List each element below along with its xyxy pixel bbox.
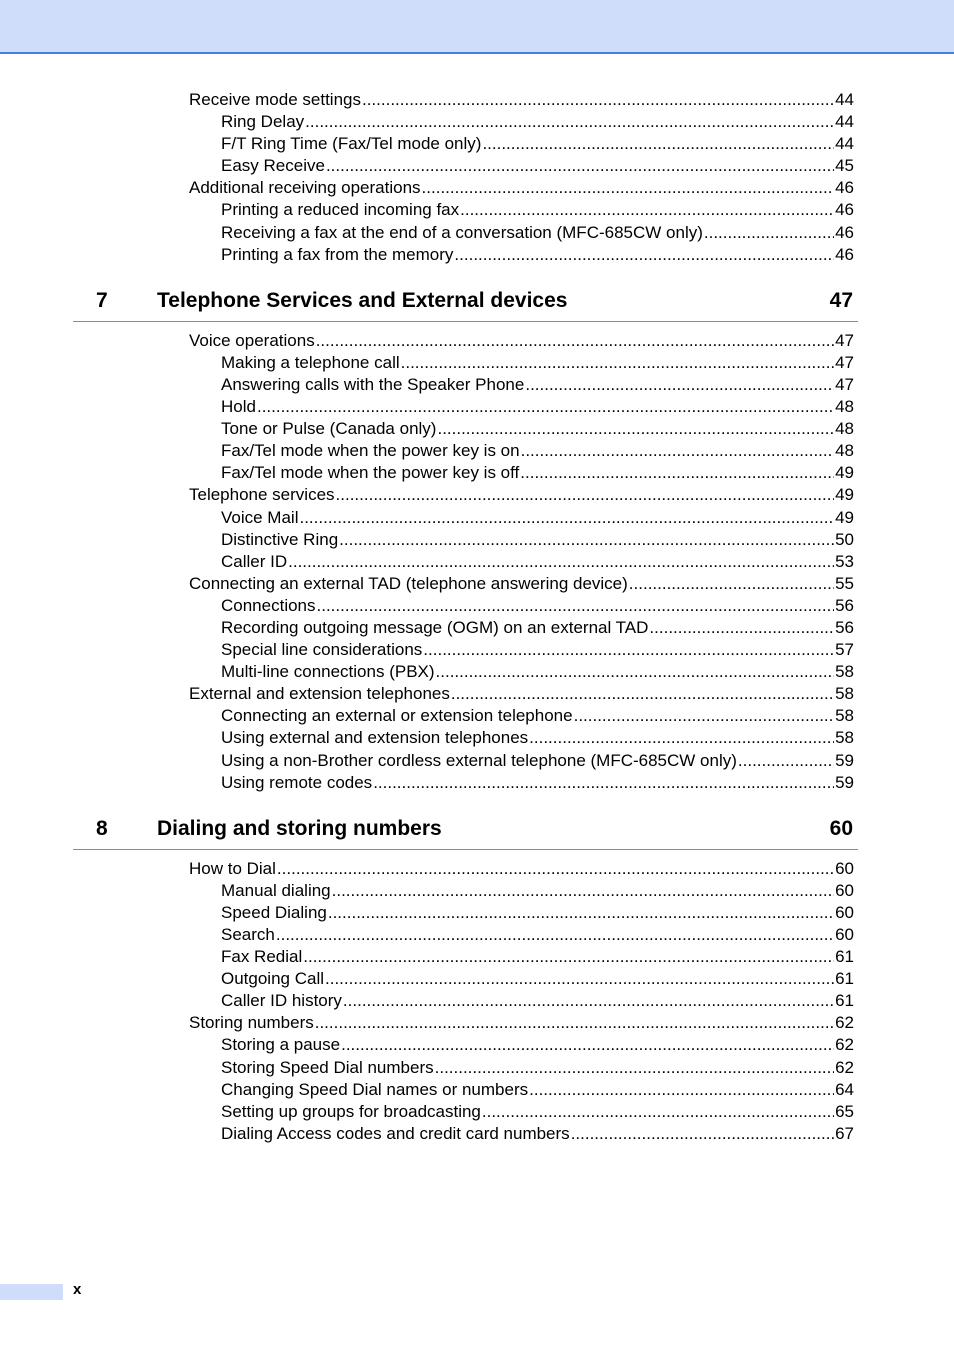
dot-leader [649,617,834,639]
dot-leader [571,1123,834,1145]
toc-subsection-entry[interactable] [0,772,854,794]
chapter-title: Telephone Services and External devices [157,288,568,312]
entry-title: Receive mode settings [189,90,361,109]
entry-page: 44 [835,134,854,154]
toc-subsection-entry[interactable] [0,133,854,155]
toc-subsection-entry[interactable] [0,374,854,396]
entry-page: 62 [835,1035,854,1055]
dot-leader [454,244,834,266]
toc-subsection-entry[interactable] [0,244,854,266]
entry-title: Recording outgoing message (OGM) on an external TAD [221,617,649,637]
entry-page: 48 [835,441,854,461]
dot-leader [525,374,834,396]
entry-page: 59 [835,750,854,770]
chapter-7-entries [0,330,954,794]
dot-leader [316,330,834,352]
toc-section-entry[interactable] [0,177,854,199]
dot-leader [332,880,834,902]
entry-page: 56 [835,595,854,615]
toc-pre-entries [0,89,954,266]
chapter-number: 8 [96,816,108,840]
toc-subsection-entry[interactable] [0,595,854,617]
toc-subsection-entry[interactable] [0,617,854,639]
entry-page: 50 [835,529,854,549]
toc-subsection-entry[interactable] [0,750,854,772]
dot-leader [704,222,834,244]
dot-leader [317,595,835,617]
entry-page: 47 [835,352,854,372]
entry-title: Making a telephone call [221,352,400,372]
dot-leader [451,683,834,705]
entry-title: Caller ID [221,551,288,571]
entry-page: 56 [835,617,854,637]
entry-title: Multi-line connections (PBX) [221,662,435,682]
dot-leader [482,133,834,155]
chapter-8-entries [0,858,954,1145]
entry-page: 44 [835,90,854,109]
dot-leader [257,396,834,418]
toc-subsection-entry[interactable] [0,111,854,133]
entry-title: Using a non-Brother cordless external telephone (MFC-685CW only) [221,750,737,770]
entry-page: 58 [835,662,854,682]
toc-subsection-entry[interactable] [0,155,854,177]
entry-page: 53 [835,551,854,571]
dot-leader [277,858,834,880]
toc-subsection-entry[interactable] [0,902,854,924]
entry-page: 60 [835,902,854,922]
chapter-page: 47 [829,288,853,312]
toc-subsection-entry[interactable] [0,1123,854,1145]
dot-leader [336,484,835,506]
entry-page: 59 [835,772,854,792]
entry-page: 45 [835,156,854,176]
entry-title: Printing a fax from the memory [221,244,454,264]
entry-page: 49 [835,507,854,527]
toc-subsection-entry[interactable] [0,1079,854,1101]
entry-title: Search [221,925,275,944]
toc-subsection-entry[interactable] [0,1034,854,1056]
dot-leader [299,507,834,529]
entry-title: External and extension telephones [189,684,450,704]
entry-title: Using external and extension telephones [221,728,529,748]
dot-leader [482,1101,834,1123]
entry-title: Easy Receive [221,156,325,176]
dot-leader [362,89,834,111]
entry-title: Dialing Access codes and credit card numbers [221,1123,570,1143]
toc-section-entry[interactable] [0,330,854,352]
dot-leader [435,1057,834,1079]
entry-page: 48 [835,419,854,439]
toc-section-entry[interactable] [0,683,854,705]
entry-title: Manual dialing [221,880,331,900]
toc-subsection-entry[interactable] [0,990,854,1012]
entry-page: 48 [835,397,854,417]
dot-leader [326,155,834,177]
entry-title: F/T Ring Time (Fax/Tel mode only) [221,134,482,154]
entry-page: 65 [835,1101,854,1121]
toc-subsection-entry[interactable] [0,1101,854,1123]
chapter-number: 7 [96,288,108,312]
entry-page: 47 [835,330,854,350]
chapter-title: Dialing and storing numbers [157,816,442,840]
entry-title: Voice operations [189,330,315,350]
toc-subsection-entry[interactable] [0,705,854,727]
toc-subsection-entry[interactable] [0,946,854,968]
entry-page: 67 [835,1123,854,1143]
toc-subsection-entry[interactable] [0,924,854,946]
dot-leader [423,639,834,661]
entry-page: 64 [835,1079,854,1099]
dot-leader [460,199,834,221]
entry-title: Connecting an external or extension telephone [221,706,573,726]
entry-page: 61 [835,969,854,989]
entry-title: How to Dial [189,858,276,878]
entry-title: Receiving a fax at the end of a conversation (MFC-685CW only) [221,222,703,242]
entry-title: Using remote codes [221,772,373,792]
dot-leader [529,1079,834,1101]
chapter-page: 60 [829,816,853,840]
entry-title: Fax Redial [221,947,303,967]
entry-title: Storing Speed Dial numbers [221,1057,434,1077]
entry-title: Telephone services [189,485,335,505]
toc-subsection-entry[interactable] [0,507,854,529]
toc-subsection-entry[interactable] [0,639,854,661]
toc-section-entry[interactable] [0,484,854,506]
dot-leader [437,418,834,440]
toc-subsection-entry[interactable] [0,222,854,244]
toc-subsection-entry[interactable] [0,727,854,749]
entry-page: 49 [835,485,854,505]
entry-title: Storing a pause [221,1035,341,1055]
entry-title: Fax/Tel mode when the power key is off [221,463,520,483]
entry-title: Tone or Pulse (Canada only) [221,419,437,439]
entry-page: 49 [835,463,854,483]
entry-title: Caller ID history [221,991,342,1011]
toc-subsection-entry[interactable] [0,880,854,902]
entry-page: 58 [835,728,854,748]
entry-title: Printing a reduced incoming fax [221,200,460,220]
entry-page: 44 [835,112,854,132]
chapter-8-heading[interactable] [73,813,858,850]
toc-subsection-entry[interactable] [0,440,854,462]
dot-leader [521,440,834,462]
entry-page: 46 [835,244,854,264]
dot-leader [343,990,834,1012]
entry-page: 62 [835,1013,854,1033]
toc-subsection-entry[interactable] [0,1057,854,1079]
toc-section-entry[interactable] [0,858,854,880]
toc-subsection-entry[interactable] [0,968,854,990]
dot-leader [436,661,835,683]
toc-subsection-entry[interactable] [0,551,854,573]
entry-page: 46 [835,222,854,242]
entry-title: Outgoing Call [221,969,325,989]
toc-subsection-entry[interactable] [0,529,854,551]
entry-page: 62 [835,1057,854,1077]
entry-title: Ring Delay [221,112,305,132]
entry-page: 60 [835,858,854,878]
entry-page: 58 [835,684,854,704]
toc-section-entry[interactable] [0,573,854,595]
entry-page: 60 [835,880,854,900]
entry-page: 55 [835,573,854,593]
dot-leader [305,111,834,133]
entry-page: 60 [835,925,854,944]
entry-title: Distinctive Ring [221,529,339,549]
dot-leader [276,924,834,946]
table-of-contents [0,89,954,1145]
entry-title: Fax/Tel mode when the power key is on [221,441,520,461]
toc-subsection-entry[interactable] [0,462,854,484]
dot-leader [520,462,834,484]
entry-page: 61 [835,991,854,1011]
dot-leader [303,946,834,968]
toc-section-entry[interactable] [0,89,854,111]
dot-leader [315,1012,834,1034]
dot-leader [629,573,834,595]
dot-leader [373,772,834,794]
dot-leader [574,705,834,727]
dot-leader [339,529,834,551]
entry-page: 46 [835,200,854,220]
entry-page: 57 [835,640,854,660]
dot-leader [738,750,834,772]
entry-title: Special line considerations [221,640,423,660]
dot-leader [529,727,834,749]
toc-subsection-entry[interactable] [0,661,854,683]
entry-page: 61 [835,947,854,967]
toc-subsection-entry[interactable] [0,199,854,221]
entry-page: 46 [835,178,854,198]
toc-subsection-entry[interactable] [0,396,854,418]
dot-leader [325,968,834,990]
entry-title: Setting up groups for broadcasting [221,1101,481,1121]
entry-title: Changing Speed Dial names or numbers [221,1079,529,1099]
dot-leader [401,352,834,374]
entry-page: 58 [835,706,854,726]
entry-title: Hold [221,397,256,417]
entry-title: Storing numbers [189,1013,314,1033]
dot-leader [341,1034,834,1056]
entry-page: 47 [835,374,854,394]
entry-title: Answering calls with the Speaker Phone [221,374,525,394]
page-number: x [73,1281,82,1298]
entry-title: Connections [221,595,316,615]
dot-leader [288,551,834,573]
dot-leader [328,902,834,924]
toc-section-entry[interactable] [0,1012,854,1034]
entry-title: Voice Mail [221,507,299,527]
entry-title: Speed Dialing [221,902,327,922]
entry-title: Connecting an external TAD (telephone answering device) [189,573,628,593]
dot-leader [422,177,835,199]
entry-title: Additional receiving operations [189,178,421,198]
chapter-7-heading[interactable] [73,285,858,322]
footer-tab [0,1284,63,1300]
header-band [0,0,954,54]
toc-subsection-entry[interactable] [0,352,854,374]
toc-subsection-entry[interactable] [0,418,854,440]
